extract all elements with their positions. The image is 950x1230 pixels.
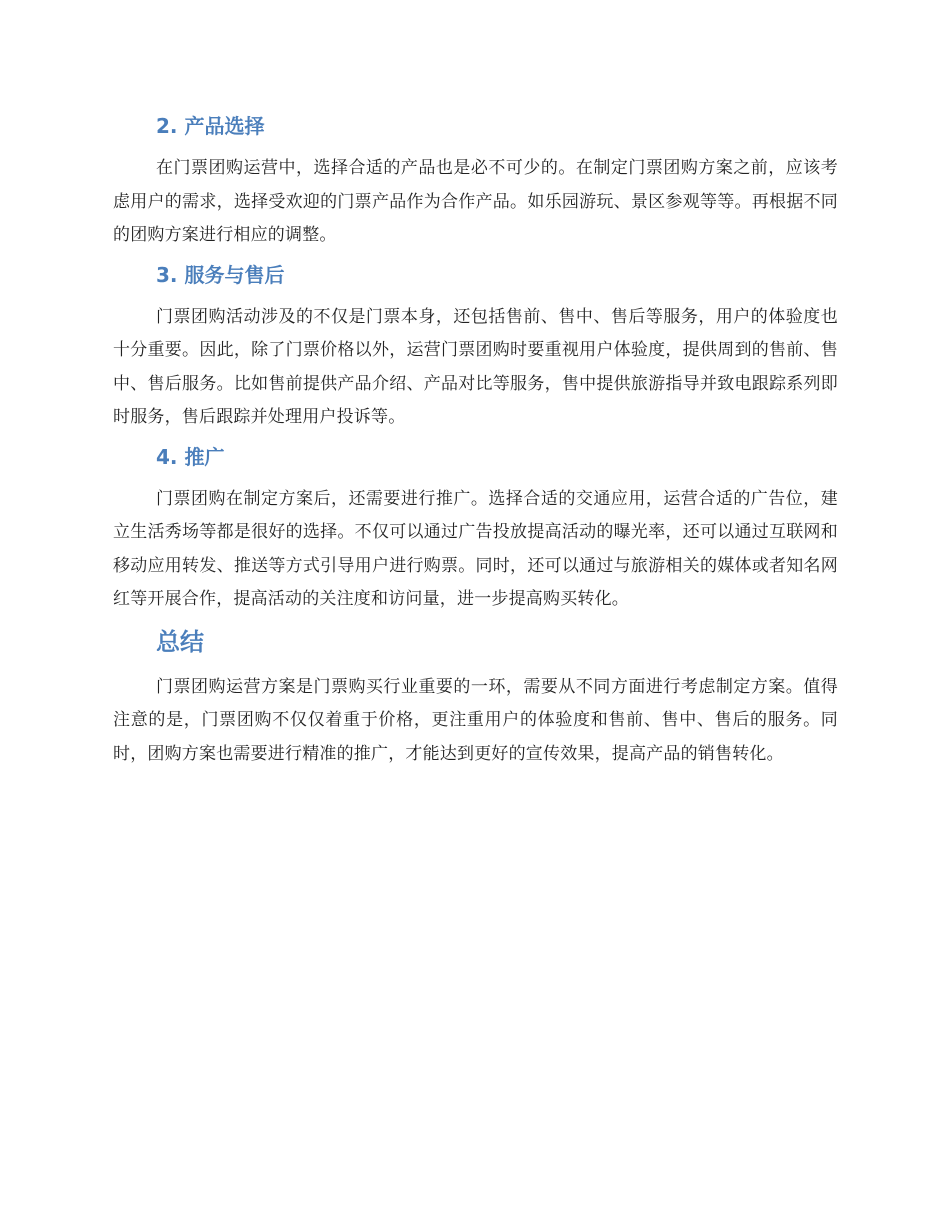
section-heading-product-selection: 2. 产品选择 xyxy=(156,114,265,138)
section-body-service-after-sales: 门票团购活动涉及的不仅是门票本身，还包括售前、售中、售后等服务，用户的体验度也十分重要。因此，除了门票价格以外，运营门票团购时要重视用户体验度，提供周到的售前、售中、售后服务。比如售前提供产品介绍、产品对比等服务，售中提供旅游指导并致电跟踪系列即时服务，售后跟踪并处理用户投诉等。 xyxy=(113,306,838,427)
section-heading-service-after-sales: 3. 服务与售后 xyxy=(156,262,285,287)
section-heading-promotion: 4. 推广 xyxy=(156,444,225,469)
section-heading-summary: 总结 xyxy=(156,627,204,656)
section-body-summary: 门票团购运营方案是门票购买行业重要的一环，需要从不同方面进行考虑制定方案。值得注意的是，门票团购不仅仅着重于价格，更注重用户的体验度和售前、售中、售后的服务。同时，团购方案也需要进行精准的推广，才能达到更好的宣传效果，提高产品的销售转化。 xyxy=(113,676,838,764)
section-body-promotion: 门票团购在制定方案后，还需要进行推广。选择合适的交通应用，运营合适的广告位，建立生活秀场等都是很好的选择。不仅可以通过广告投放提高活动的曝光率，还可以通过互联网和移动应用转发、推送等方式引导用户进行购票。同时，还可以通过与旅游相关的媒体或者知名网红等开展合作，提高活动的关注度和访问量，进一步提高购买转化。 xyxy=(113,488,838,609)
section-body-product-selection: 在门票团购运营中，选择合适的产品也是必不可少的。在制定门票团购方案之前，应该考虑用户的需求，选择受欢迎的门票产品作为合作产品。如乐园游玩、景区参观等等。再根据不同的团购方案进行相应的调整。 xyxy=(113,158,838,245)
